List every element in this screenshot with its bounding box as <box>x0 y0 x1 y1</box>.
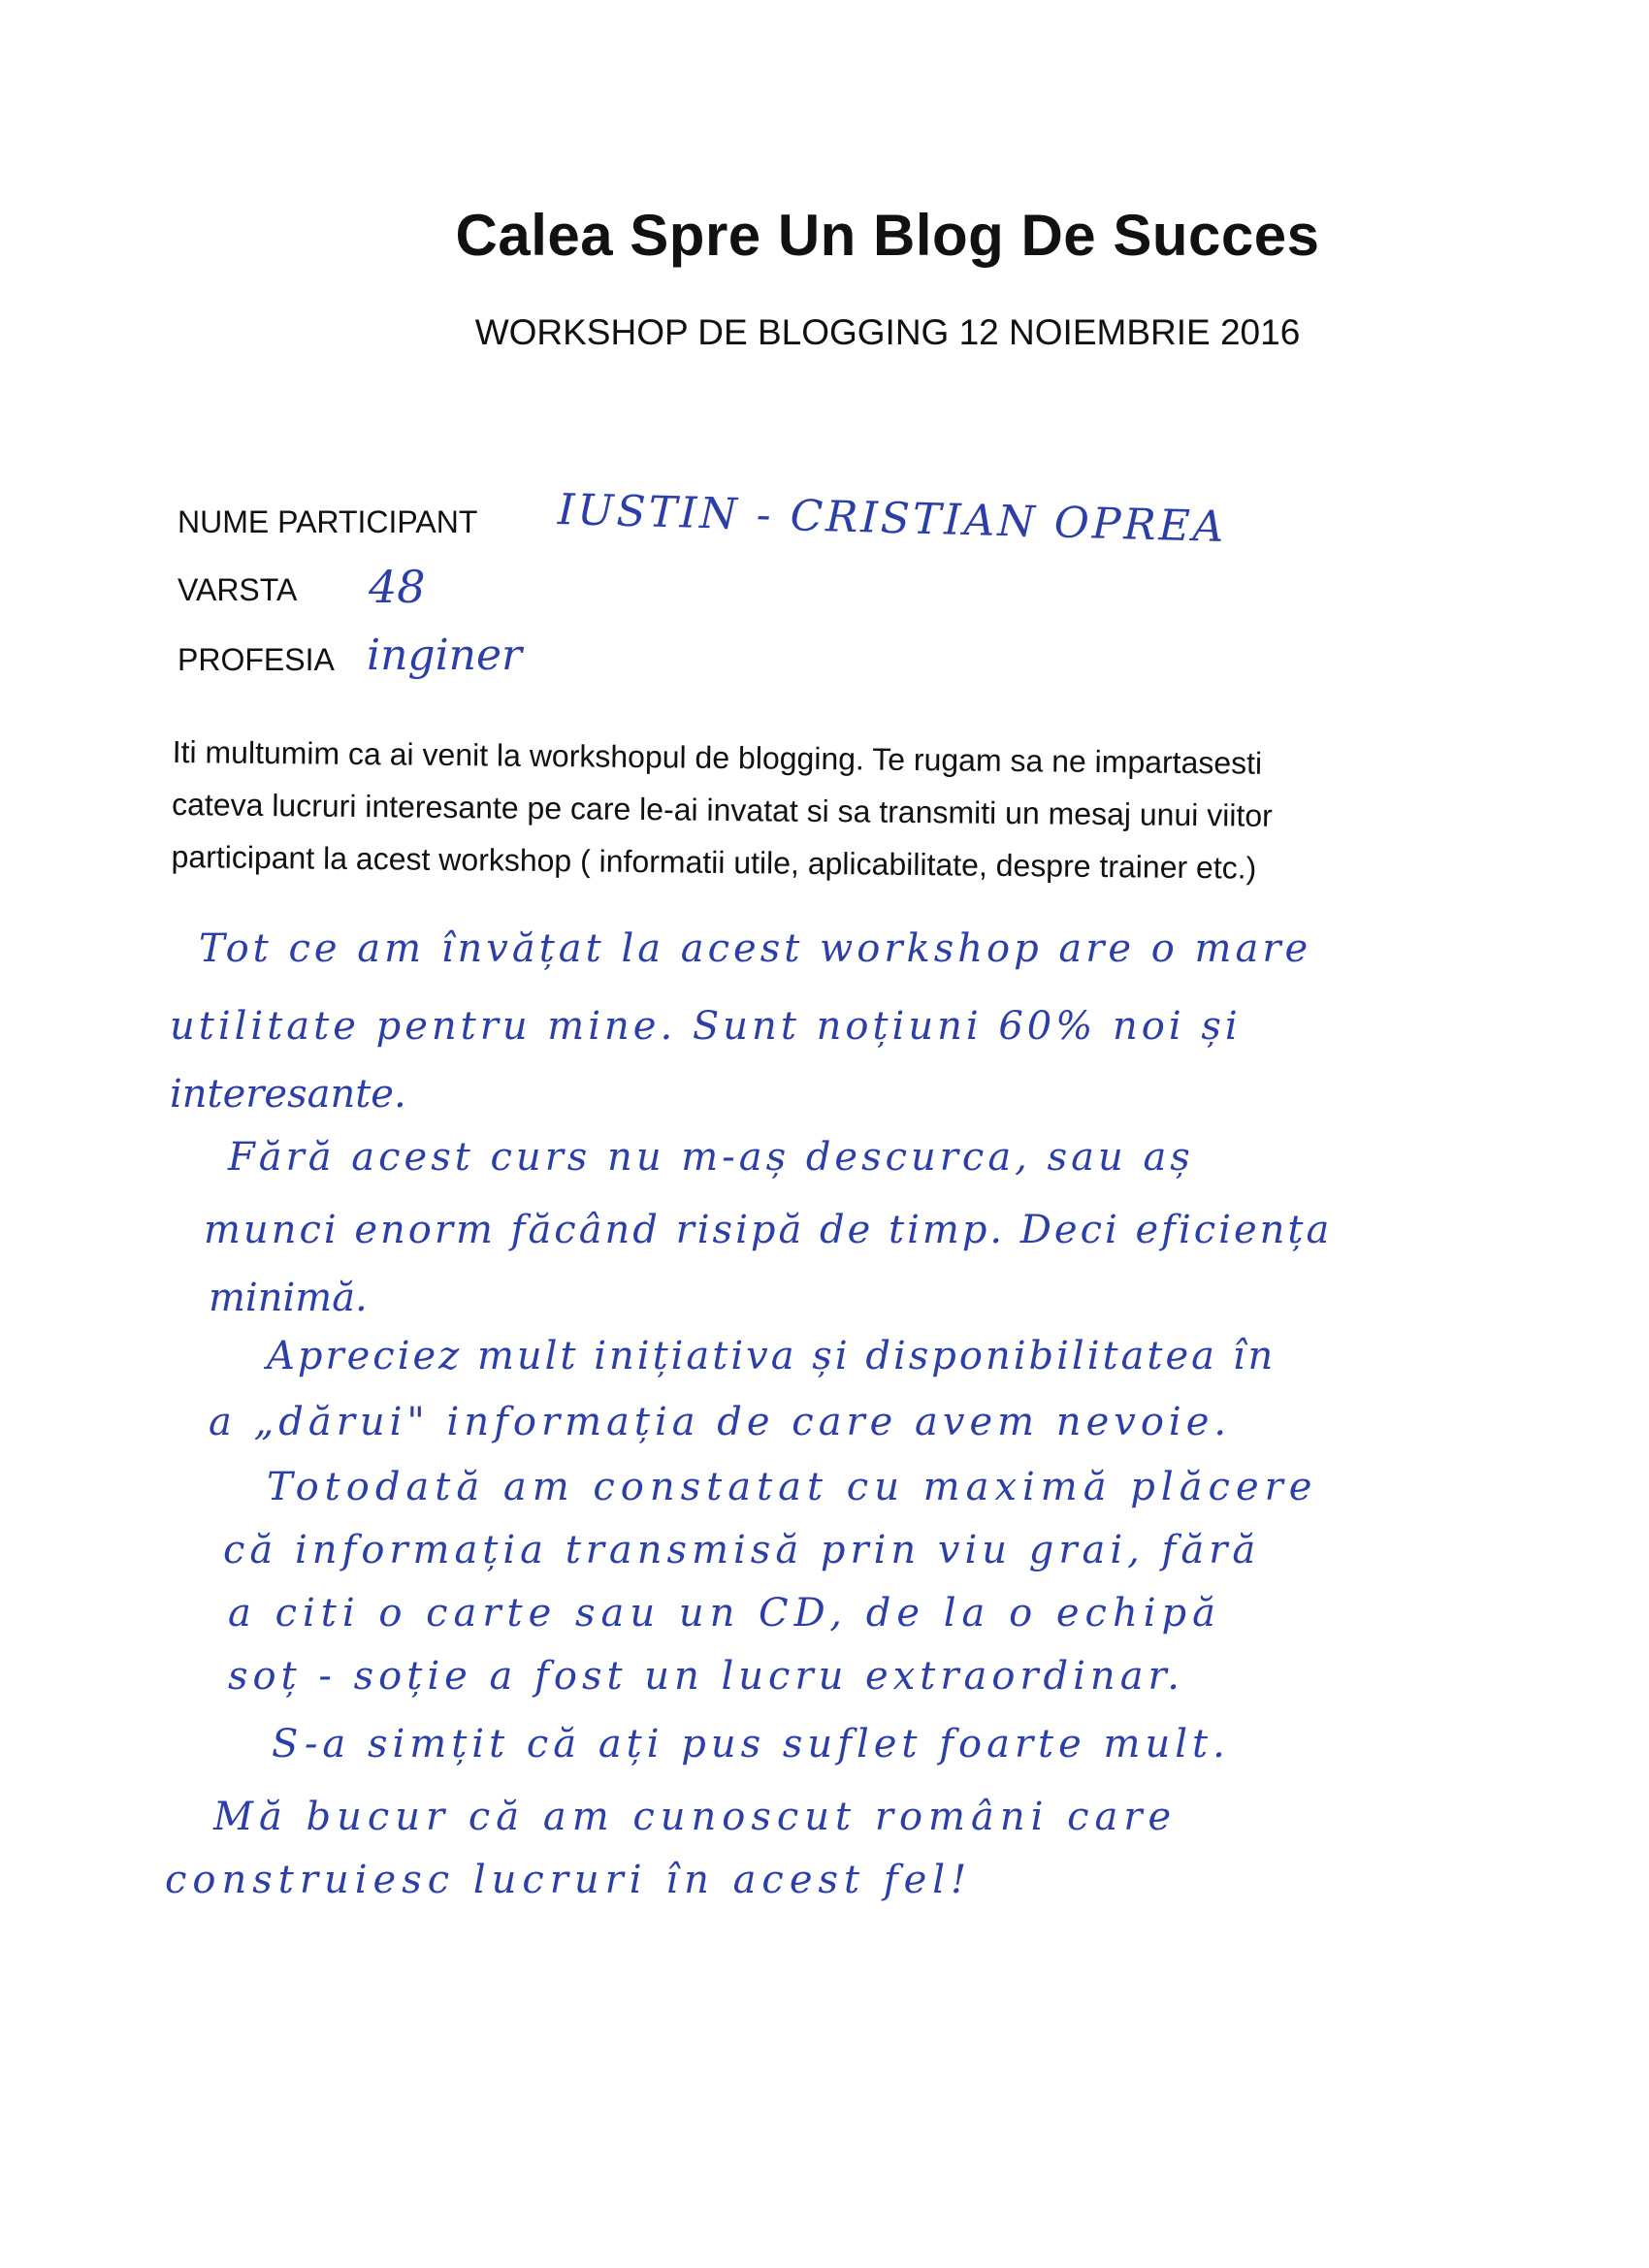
response-line: minimă. <box>209 1276 368 1320</box>
intro-line: Iti multumim ca ai venit la workshopul de blogging. Te rugam sa ne impartasesti <box>172 733 1263 781</box>
subtitle-text: WORKSHOP DE BLOGGING 12 NOIEMBRIE 2016 <box>474 312 1301 352</box>
response-line: că informația transmisă prin viu grai, fără <box>223 1528 1261 1572</box>
response-line: Fără acest curs nu m-aș descurca, sau aș <box>228 1135 1194 1180</box>
response-line: Mă bucur că am cunoscut români care <box>213 1795 1178 1839</box>
title-text: Calea Spre Un Blog De Succes <box>455 203 1320 268</box>
name-value: IUSTIN - CRISTIAN OPREA <box>557 485 1228 553</box>
response-line: soț - soție a fost un lucru extraordinar. <box>228 1654 1184 1699</box>
page-subtitle <box>0 312 1649 353</box>
profession-label: PROFESIA <box>178 642 335 677</box>
age-value: 48 <box>369 561 426 613</box>
response-line: construiesc lucruri în acest fel! <box>165 1858 973 1902</box>
name-label: NUME PARTICIPANT <box>178 504 478 539</box>
intro-line: participant la acest workshop ( informatii utile, aplicabilitate, despre trainer etc.) <box>171 838 1257 886</box>
response-line: S-a simțit că ați pus suflet foarte mult. <box>272 1722 1230 1766</box>
age-label: VARSTA <box>178 572 298 607</box>
response-line: Totodată am constatat cu maximă plăcere <box>267 1465 1318 1509</box>
intro-line: cateva lucruri interesante pe care le-ai invatat si sa transmiti un mesaj unui viitor <box>171 786 1274 833</box>
response-line: a „dărui" informația de care avem nevoie. <box>209 1400 1232 1444</box>
response-line: interesante. <box>170 1072 406 1117</box>
response-line: Apreciez mult inițiativa și disponibilitatea în <box>267 1334 1277 1378</box>
profession-value: inginer <box>367 631 523 680</box>
response-line: a citi o carte sau un CD, de la o echipă <box>228 1591 1221 1636</box>
response-line: munci enorm făcând risipă de timp. Deci eficiența <box>204 1208 1333 1252</box>
page-title <box>0 202 1649 269</box>
response-line: utilitate pentru mine. Sunt noțiuni 60% noi și <box>170 1004 1242 1049</box>
intro-paragraph <box>171 726 1463 896</box>
response-line: Tot ce am învățat la acest workshop are o mare <box>199 926 1312 971</box>
